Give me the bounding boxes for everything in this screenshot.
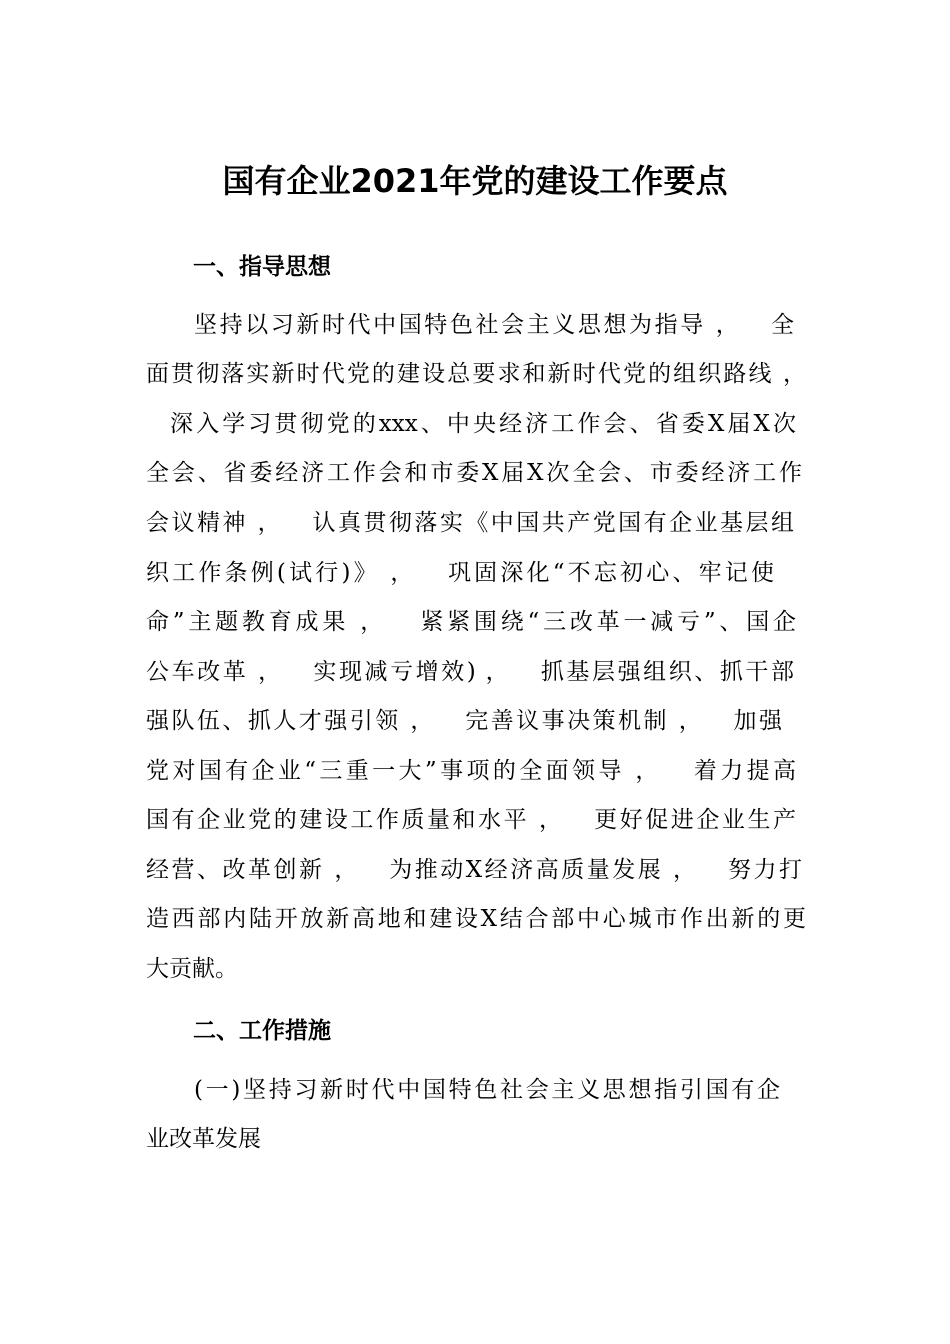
section-heading-work-measures: 二、工作措施 — [193, 1018, 331, 1044]
paragraph-line: 党对国有企业“三重一大”事项的全面领导 ， 着力提高 — [146, 758, 796, 784]
subheading-line: (一)坚持习新时代中国特色社会主义思想指引国有企 — [194, 1077, 780, 1103]
paragraph-line: 深入学习贯彻党的xxx、中央经济工作会、省委X届X次 — [170, 411, 796, 437]
paragraph-line: 面贯彻落实新时代党的建设总要求和新时代党的组织路线 ， — [146, 361, 806, 387]
paragraph-line: 织工作条例(试行)》 ， 巩固深化“不忘初心、牢记使 — [146, 560, 774, 586]
paragraph-line: 坚持以习新时代中国特色社会主义思想为指导 ， 全 — [194, 312, 794, 338]
subheading-line: 业改革发展 — [146, 1126, 261, 1152]
paragraph-line: 经营、改革创新 ， 为推动X经济高质量发展 ， 努力打 — [146, 857, 802, 883]
paragraph-line: 造西部内陆开放新高地和建设X结合部中心城市作出新的更 — [146, 906, 806, 932]
paragraph-line: 会议精神 ， 认真贯彻落实《中国共产党国有企业基层组 — [146, 510, 794, 536]
paragraph-line: 国有企业党的建设工作质量和水平 ， 更好促进企业生产 — [146, 807, 796, 833]
document-title: 国有企业2021年党的建设工作要点 — [222, 162, 728, 200]
paragraph-line: 全会、省委经济工作会和市委X届X次全会、市委经济工作 — [146, 460, 802, 486]
section-heading-guiding-ideology: 一、指导思想 — [193, 254, 331, 280]
paragraph-line: 大贡献。 — [146, 956, 238, 982]
paragraph-line: 命”主题教育成果 ， 紧紧围绕“三改革一减亏”、国企 — [146, 609, 796, 635]
paragraph-line: 公车改革 ， 实现减亏增效) ， 抓基层强组织、抓干部 — [146, 659, 794, 685]
paragraph-line: 强队伍、抓人才强引领 ， 完善议事决策机制 ， 加强 — [146, 708, 782, 734]
